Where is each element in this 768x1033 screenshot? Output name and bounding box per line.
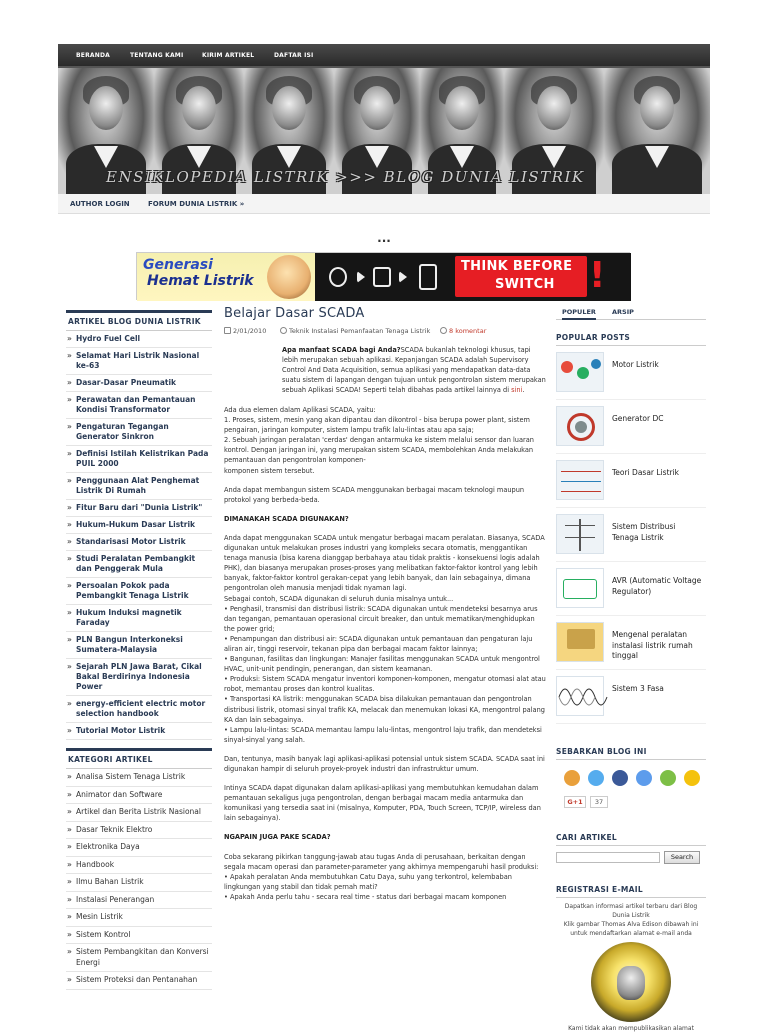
popular-post-title[interactable]: Generator DC (612, 414, 664, 423)
post-body (224, 405, 546, 902)
article-link[interactable]: » Pengaturan Tegangan Generator Sinkron (66, 419, 212, 446)
article-link[interactable]: » Hukum-Hukum Dasar Listrik (66, 517, 212, 534)
secondary-navigation (58, 194, 710, 214)
category-link[interactable]: » Artikel dan Berita Listrik Nasional (66, 804, 212, 822)
tab-arsip[interactable]: ARSIP (612, 308, 634, 316)
search-heading: CARI ARTIKEL (556, 830, 706, 846)
paragraph: Anda dapat menggunakan SCADA untuk mengatur berbagai macam peralatan. Biasanya, SCADA digunakan untuk melakukan proses industri yang kompleks secara otomatis, menggantikan tenaga manusia (bisa karena dianggap berbahaya atau tidak praktis - konsekuensi logis adalah PHK), dan biasanya merupakan proses-proses yang melibatkan faktor-faktor kontrol yang lebih banyak, faktor-faktor kontrol gerakan-cepat yang lebih banyak, dan lain sebagainya, dimana pengontrolan oleh manusia menjadi tidak nyaman lagi. Sebagai contoh, SCADA digunakan di seluruh dunia misalnya untuk... • Penghasil, transmisi dan distribusi listrik: SCADA digunakan untuk mendeteksi besarnya arus dan tegangan, pemantauan operasional circuit breaker, dan untuk mematikan/menghidupkan the power grid; • Penampungan dan distribusi air: SCADA digunakan untuk pemantauan dan pengaturan laju aliran air, tinggi reservoir, tekanan pipa dan berbagai macam faktor lainnya; • Bangunan, fasilitas dan lingkungan: Manajer fasilitas menggunakan SCADA untuk mengontrol HVAC, unit-unit pendingin, penerangan, dan sistem keamanan. • Produksi: Sistem SCADA mengatur inventori komponen-komponen, mengatur otomasi alat atau robot, memantau proses dan kontrol kualitas. • Transportasi KA listrik: menggunakan SCADA bisa dilakukan pemantauan dan pengontrolan distribusi listrik, otomasi sinyal trafik KA, melacak dan menemukan lokasi KA, mengontrol palang KA dan lain sebagainya. • Lampu lalu-lintas: SCADA memantau lampu lalu-lintas, mengontrol laju trafik, dan mendeteksi sinyal-sinyal yang salah. (224, 533, 546, 744)
post-comments-link[interactable]: 8 komentar (449, 327, 487, 335)
paragraph: Coba sekarang pikirkan tanggung-jawab atau tugas Anda di perusahaan, berkaitan dengan segala macam operasi dan parameter-parameter yang akhirnya mempengaruhi hasil produksi: • Apakah peralatan Anda membutuhkan Catu Daya, suhu yang terkontrol, kelembaban lingkungan yang stabil dan tidak pernah mati? • Apakah Anda perlu tahu - secara real time - status dari berbagai macam komponen (224, 852, 539, 901)
ad-separator: ... (377, 231, 391, 245)
article-link[interactable]: » Fitur Baru dari "Dunia Listrik" (66, 500, 212, 517)
calendar-icon (224, 327, 231, 334)
right-sidebar (556, 306, 706, 1033)
category-list (66, 769, 212, 990)
main-content (224, 306, 546, 911)
forum-label: FORUM DUNIA LISTRIK (148, 200, 238, 208)
person-icon (280, 327, 287, 334)
category-link[interactable]: » Sistem Kontrol (66, 927, 212, 945)
category-link[interactable]: » Sistem Pembangkitan dan Konversi Energi (66, 944, 212, 972)
nav-author-login[interactable]: AUTHOR LOGIN (70, 200, 130, 208)
nav-forum-dunia-listrik[interactable] (148, 194, 244, 214)
ad-exclamation: ! (589, 255, 606, 296)
digg-icon[interactable] (636, 770, 652, 786)
article-link[interactable]: » PLN Bangun Interkoneksi Sumatera-Malaysia (66, 632, 212, 659)
ad-think-line1: THINK BEFORE (461, 259, 573, 274)
article-link[interactable]: » Sejarah PLN Jawa Barat, Cikal Bakal Berdirinya Indonesia Power (66, 659, 212, 696)
category-link[interactable]: » Ilmu Bahan Listrik (66, 874, 212, 892)
section-heading: NGAPAIN JUGA PAKE SCADA? (224, 833, 331, 842)
paragraph: Intinya SCADA dapat digunakan dalam aplikasi-aplikasi yang membutuhkan kemudahan dalam pemantauan sekaligus juga pengontrolan, dengan berbagai macam media antarmuka dan komunikasi yang tersedia saat ini (misalnya, Komputer, PDA, Touch Screen, TCP/IP, wireless dan lain sebagainya). (224, 784, 541, 823)
category-link[interactable]: » Animator dan Software (66, 787, 212, 805)
category-link[interactable]: » Analisa Sistem Tenaga Listrik (66, 769, 212, 787)
popular-post[interactable] (556, 400, 706, 454)
article-link[interactable]: » energy-efficient electric motor selection handbook (66, 696, 212, 723)
distribution-thumbnail-icon (556, 514, 604, 554)
category-link[interactable]: » Instalasi Penerangan (66, 892, 212, 910)
popular-post-title[interactable]: AVR (Automatic Voltage Regulator) (612, 576, 702, 596)
ad-think-before-switch (449, 253, 631, 301)
privacy-text: Kami tidak akan mempublikasikan alamat (568, 1025, 694, 1032)
registration-heading: REGISTRASI E-MAIL (556, 882, 706, 898)
share-heading: SEBARKAN BLOG INI (556, 744, 706, 760)
category-link[interactable]: » Elektronika Daya (66, 839, 212, 857)
ad-think-line2: SWITCH (495, 277, 555, 292)
site-wrapper (58, 44, 710, 1032)
nav-beranda[interactable]: BERANDA (76, 52, 110, 59)
post-meta (224, 327, 546, 339)
site-title[interactable]: ENSIKLOPEDIA LISTRIK >>> BLOG DUNIA LISTRIK (106, 168, 585, 186)
category-link[interactable]: » Mesin Listrik (66, 909, 212, 927)
popular-post[interactable] (556, 562, 706, 616)
head-icon (329, 267, 347, 287)
registration-text: Dapatkan informasi artikel terbaru dari Blog Dunia Listrik (564, 903, 698, 919)
switch-off-on-icon (419, 264, 437, 290)
popular-post[interactable] (556, 346, 706, 400)
articles-heading: ARTIKEL BLOG DUNIA LISTRIK (66, 310, 212, 331)
popular-post[interactable] (556, 670, 706, 724)
cartoon-man-icon (267, 255, 311, 299)
search-input[interactable] (556, 852, 660, 863)
category-link[interactable]: » Sistem Proteksi dan Pentanahan (66, 972, 212, 990)
popular-posts-heading: POPULAR POSTS (556, 330, 706, 346)
motor-thumbnail-icon (556, 352, 604, 392)
article-link[interactable]: » Hukum Induksi magnetik Faraday (66, 605, 212, 632)
left-sidebar (66, 310, 212, 990)
popular-post-title[interactable]: Sistem Distribusi Tenaga Listrik (612, 522, 676, 542)
intro-text: SCADA bukanlah teknologi khusus, tapi lebih merupakan sebuah aplikasi. Kepanjangan SCADA adalah Supervisory Control And Data Acquisition, semua aplikasi yang mendapatkan data-data suatu sistem di lapangan dengan tujuan untuk pengontrolan sistem merupakan sebuah Aplikasi SCADA! Seperti telah dibahas pada artikel lainnya di (282, 346, 546, 394)
popular-post-title[interactable]: Mengenal peralatan instalasi listrik rumah tinggal (612, 630, 693, 660)
article-link[interactable]: » Perawatan dan Pemantauan Kondisi Transformator (66, 392, 212, 419)
popular-post-title[interactable]: Motor Listrik (612, 360, 659, 369)
edison-bulb-image[interactable] (591, 942, 671, 1022)
arrow-right-icon-2 (399, 271, 407, 283)
nav-kirim-artikel[interactable]: KIRIM ARTIKEL (202, 52, 255, 59)
paragraph: Ada dua elemen dalam Aplikasi SCADA, yaitu: 1. Proses, sistem, mesin yang akan dipantau dan dikontrol - bisa berupa power plant, sistem pengairan, jaringan komputer, sistem lampu trafik lalu-lintas atau apa saja; 2. Sebuah jaringan peralatan 'cerdas' dengan antarmuka ke sistem melalui sensor dan luaran kontrol. Dengan jaringan ini, yang merupakan sistem SCADA, membolehkan Anda melakukan pemantauan dan pengontrolan komponen- komponen sistem tersebut. (224, 406, 534, 475)
ad-hemat-listrik (137, 253, 315, 301)
generator-thumbnail-icon (556, 406, 604, 446)
popular-post-title[interactable]: Sistem 3 Fasa (612, 684, 664, 693)
finger-icon (373, 267, 391, 287)
popular-post[interactable] (556, 454, 706, 508)
article-link[interactable]: » Persoalan Pokok pada Pembangkit Tenaga Listrik (66, 578, 212, 605)
edison-portrait-icon (617, 966, 645, 1000)
sidebar-tabs (556, 306, 706, 320)
ad-hemat-line2: Hemat Listrik (147, 273, 254, 289)
article-link[interactable]: » Studi Peralatan Pembangkit dan Penggerak Mula (66, 551, 212, 578)
article-link[interactable]: » Hydro Fuel Cell (66, 331, 212, 348)
nav-daftar-isi[interactable]: DAFTAR ISI (274, 52, 314, 59)
intro-question: Apa manfaat SCADA bagi Anda? (282, 346, 401, 354)
header-banner[interactable] (58, 68, 710, 194)
installation-thumbnail-icon (556, 622, 604, 662)
post-category[interactable]: Teknik Instalasi Pemanfaatan Tenaga Listrik (289, 327, 431, 335)
top-navigation (58, 44, 710, 68)
circuit-thumbnail-icon (556, 460, 604, 500)
ad-switch-icons (315, 253, 449, 301)
post-intro (282, 345, 546, 395)
nav-tentang-kami[interactable]: TENTANG KAMI (130, 52, 184, 59)
facebook-icon[interactable] (612, 770, 628, 786)
search-form (556, 846, 706, 868)
article-link[interactable]: » Dasar-Dasar Pneumatik (66, 375, 212, 392)
popular-posts-list (556, 346, 706, 724)
stumbleupon-icon[interactable] (660, 770, 676, 786)
article-list (66, 331, 212, 740)
registration-instructions: Klik gambar Thomas Alva Edison dibawah ini untuk mendaftarkan alamat e-mail anda (563, 921, 699, 937)
article-link[interactable]: » Selamat Hari Listrik Nasional ke-63 (66, 348, 212, 375)
comment-icon (440, 327, 447, 334)
article-link[interactable]: » Standarisasi Motor Listrik (66, 534, 212, 551)
ad-banner[interactable] (136, 252, 630, 300)
star-icon[interactable] (684, 770, 700, 786)
intro-end: . (522, 386, 525, 394)
intro-link[interactable]: sini (511, 386, 523, 394)
article-link[interactable]: » Tutorial Motor Listrik (66, 723, 212, 740)
google-plus-button[interactable]: G+1 (564, 796, 586, 808)
popular-post-title[interactable]: Teori Dasar Listrik (612, 468, 680, 477)
ad-hemat-line1: Generasi (143, 257, 213, 273)
twitter-icon[interactable] (588, 770, 604, 786)
share-buttons (556, 760, 706, 810)
google-plus-count: 37 (590, 796, 608, 808)
post-date: 2/01/2010 (233, 327, 267, 335)
paragraph: Anda dapat membangun sistem SCADA menggunakan berbagai macam teknologi maupun protokol yang berbeda-beda. (224, 485, 525, 504)
section-heading: DIMANAKAH SCADA DIGUNAKAN? (224, 514, 349, 523)
article-link[interactable]: » Definisi Istilah Kelistrikan Pada PUIL 2000 (66, 446, 212, 473)
tab-populer[interactable]: POPULER (562, 308, 596, 320)
avr-thumbnail-icon (556, 568, 604, 608)
article-link[interactable]: » Penggunaan Alat Penghemat Listrik Di Rumah (66, 473, 212, 500)
forum-arrow-icon: » (239, 200, 245, 208)
popular-post[interactable] (556, 508, 706, 562)
rss-icon[interactable] (564, 770, 580, 786)
post-title[interactable]: Belajar Dasar SCADA (224, 306, 365, 321)
three-phase-thumbnail-icon (556, 676, 604, 716)
category-link[interactable]: » Handbook (66, 857, 212, 875)
categories-heading: KATEGORI ARTIKEL (66, 748, 212, 769)
search-button[interactable]: Search (664, 851, 700, 864)
arrow-right-icon (357, 271, 365, 283)
paragraph: Dan, tentunya, masih banyak lagi aplikasi-aplikasi potensial untuk sistem SCADA. SCADA saat ini digunakan hampir di seluruh proyek-proyek industri dan infrastruktur umum. (224, 754, 545, 773)
category-link[interactable]: » Dasar Teknik Elektro (66, 822, 212, 840)
popular-post[interactable] (556, 616, 706, 670)
